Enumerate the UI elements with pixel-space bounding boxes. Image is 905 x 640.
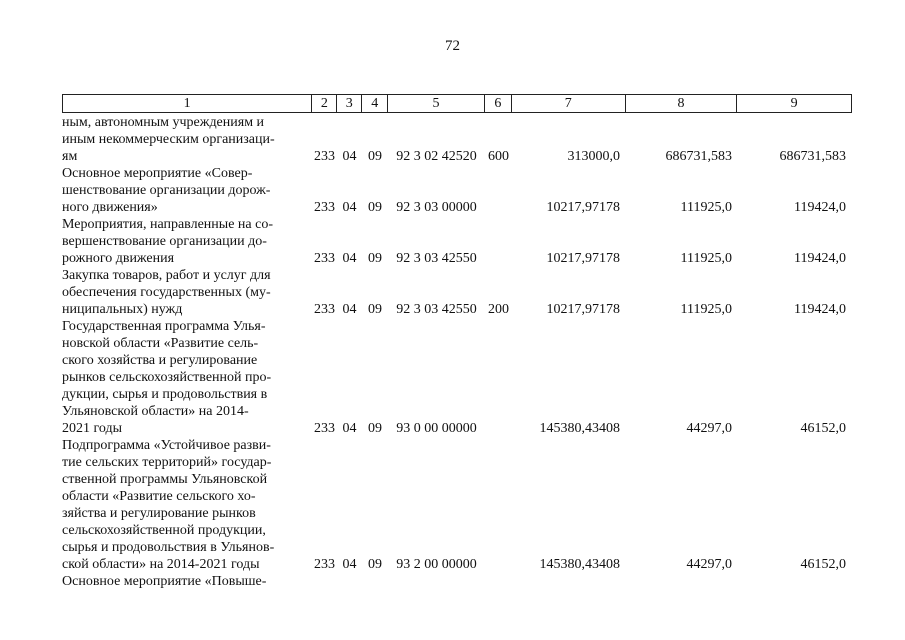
cell-col-5: 92 3 02 42520 (396, 149, 477, 164)
cell-col-7: 10217,97178 (546, 251, 620, 266)
cell-col-9: 119424,0 (794, 200, 846, 215)
cell-col-2: 233 (314, 251, 335, 266)
cell-col-8: 686731,583 (665, 149, 732, 164)
row-description: Подпрограмма «Устойчивое разви- тие сельских территорий» государ- ственной программы Ульяновской области «Развитие сельского хо- зяйства и регулирование рынков сельскохозяйственной продукции, сырья и продовольствия в Ульянов- ской области» на 2014-2021 годы (62, 438, 275, 572)
cell-col-6: 600 (488, 149, 509, 164)
cell-col-5: 93 2 00 00000 (396, 557, 477, 572)
cell-col-9: 46152,0 (800, 421, 846, 436)
cell-col-2: 233 (314, 557, 335, 572)
cell-col-3: 04 (342, 149, 357, 164)
row-description: Закупка товаров, работ и услуг для обеспечения государственных (му- ниципальных) нужд (62, 268, 271, 317)
table-row (62, 165, 852, 216)
cell-col-6: 200 (488, 302, 509, 317)
cell-col-9: 46152,0 (800, 557, 846, 572)
cell-col-9: 686731,583 (779, 149, 846, 164)
cell-col-5: 92 3 03 42550 (396, 302, 477, 317)
cell-col-8: 44297,0 (686, 557, 732, 572)
cell-col-8: 111925,0 (680, 200, 732, 215)
table-header (62, 94, 852, 113)
cell-col-8: 111925,0 (680, 251, 732, 266)
cell-col-4: 09 (368, 251, 382, 266)
cell-col-7: 145380,43408 (539, 557, 620, 572)
cell-col-3: 04 (342, 251, 357, 266)
cell-col-2: 233 (314, 149, 335, 164)
cell-col-3: 04 (342, 200, 357, 215)
cell-col-4: 09 (368, 421, 382, 436)
header-col-3: 3 (337, 95, 362, 112)
cell-col-4: 09 (368, 302, 382, 317)
row-description: ным, автономным учреждениям и иным некоммерческим организаци- ям (62, 115, 275, 164)
cell-col-2: 233 (314, 421, 335, 436)
row-description: Государственная программа Улья- новской области «Развитие сель- ского хозяйства и регулирование рынков сельскохозяйственной про- дукции, сырья и продовольствия в Ульяновской области» на 2014- 2021 годы (62, 319, 272, 436)
table-row (62, 114, 852, 165)
cell-col-8: 111925,0 (680, 302, 732, 317)
header-col-8: 8 (626, 95, 738, 112)
table-row (62, 216, 852, 267)
header-col-6: 6 (485, 95, 512, 112)
row-description: Основное мероприятие «Совер- шенствование организации дорож- ного движения» (62, 166, 271, 215)
table-row (62, 573, 852, 590)
cell-col-4: 09 (368, 557, 382, 572)
table-row (62, 437, 852, 573)
cell-col-5: 93 0 00 00000 (396, 421, 477, 436)
cell-col-3: 04 (342, 421, 357, 436)
header-col-9: 9 (790, 96, 798, 111)
cell-col-5: 92 3 03 42550 (396, 251, 477, 266)
cell-col-4: 09 (368, 200, 382, 215)
row-description: Основное мероприятие «Повыше- (62, 574, 267, 589)
header-col-1: 1 (63, 95, 312, 112)
cell-col-4: 09 (368, 149, 382, 164)
cell-col-8: 44297,0 (686, 421, 732, 436)
cell-col-7: 313000,0 (567, 149, 620, 164)
cell-col-5: 92 3 03 00000 (396, 200, 477, 215)
header-col-4: 4 (362, 95, 388, 112)
table-row (62, 267, 852, 318)
table-row (62, 318, 852, 437)
table-body (62, 114, 852, 590)
header-col-5: 5 (388, 95, 485, 112)
row-description: Мероприятия, направленные на со- вершенствование организации до- рожного движения (62, 217, 273, 266)
cell-col-7: 10217,97178 (546, 302, 620, 317)
cell-col-3: 04 (342, 302, 357, 317)
cell-col-9: 119424,0 (794, 302, 846, 317)
cell-col-2: 233 (314, 200, 335, 215)
cell-col-2: 233 (314, 302, 335, 317)
header-col-2: 2 (312, 95, 337, 112)
cell-col-9: 119424,0 (794, 251, 846, 266)
page-number: 72 (445, 38, 460, 54)
cell-col-3: 04 (342, 557, 357, 572)
cell-col-7: 10217,97178 (546, 200, 620, 215)
header-col-7: 7 (512, 95, 626, 112)
cell-col-7: 145380,43408 (539, 421, 620, 436)
